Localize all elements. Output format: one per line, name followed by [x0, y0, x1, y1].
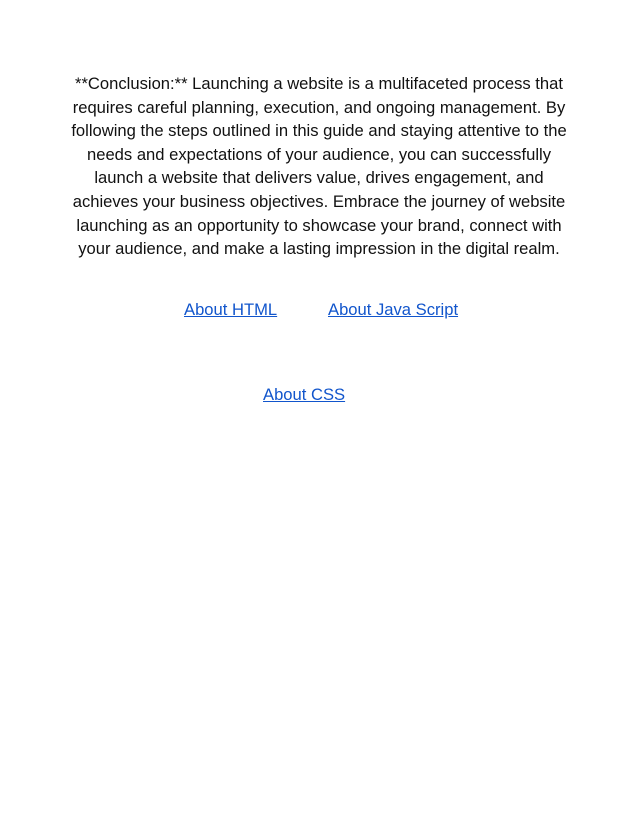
conclusion-paragraph: **Conclusion:** Launching a website is a multifaceted process that requires careful planning, execution, and ongoing management. By following the steps outlined in this guide and staying attentive to the needs and expectations of your audience, you can successfully launch a website that delivers value, drives engagement, and achieves your business objectives. Embrace the journey of website launching as an opportunity to showcase your brand, connect with your audience, and make a lasting impression in the digital realm.	[71, 74, 567, 259]
about-css-link[interactable]: About CSS	[263, 385, 346, 404]
about-html-link[interactable]: About HTML	[184, 300, 278, 319]
about-javascript-link[interactable]: About Java Script	[328, 300, 459, 319]
